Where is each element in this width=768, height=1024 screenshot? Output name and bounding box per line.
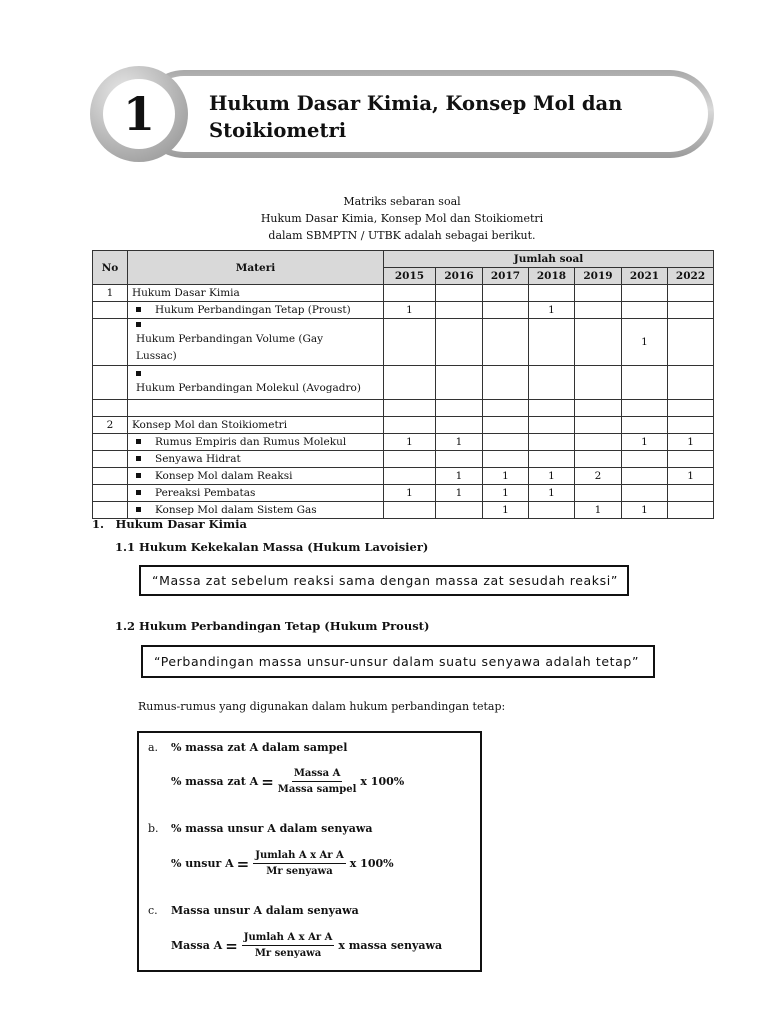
row-value-2016 bbox=[436, 285, 483, 302]
table-row bbox=[93, 468, 714, 485]
table-row bbox=[93, 319, 714, 366]
row-value-2017: 1 bbox=[483, 468, 529, 485]
row-value-2021 bbox=[622, 302, 668, 319]
row-value-2018 bbox=[529, 451, 575, 468]
formula-c-label: Massa unsur A dalam senyawa bbox=[171, 904, 359, 917]
row-number: 1 bbox=[93, 285, 128, 302]
row-value-2019 bbox=[575, 485, 622, 502]
header-year-2022: 2022 bbox=[668, 268, 714, 285]
row-value-2017: 1 bbox=[483, 485, 529, 502]
formula-b-equals: = bbox=[236, 854, 250, 873]
formula-box bbox=[137, 731, 482, 972]
row-value-2019 bbox=[575, 302, 622, 319]
row-value-2017 bbox=[483, 302, 529, 319]
formula-a-numerator: Massa A bbox=[292, 768, 343, 782]
question-matrix-table bbox=[92, 250, 714, 519]
row-value-2017 bbox=[483, 400, 529, 417]
formula-c-denominator: Mr senyawa bbox=[254, 948, 322, 959]
row-value-2015 bbox=[384, 451, 436, 468]
formula-a-letter: a. bbox=[148, 741, 159, 754]
row-value-2022 bbox=[668, 285, 714, 302]
row-materi bbox=[128, 400, 384, 417]
row-value-2016 bbox=[436, 366, 483, 400]
row-value-2021: 1 bbox=[622, 502, 668, 519]
formula-c-fraction bbox=[242, 932, 335, 959]
row-value-2021 bbox=[622, 366, 668, 400]
row-value-2022 bbox=[668, 485, 714, 502]
row-value-2017 bbox=[483, 417, 529, 434]
row-value-2017 bbox=[483, 451, 529, 468]
row-value-2019 bbox=[575, 366, 622, 400]
row-number bbox=[93, 319, 128, 366]
bullet-square-icon bbox=[136, 490, 141, 495]
formula-b-suffix: x 100% bbox=[349, 857, 394, 870]
formula-c-equation bbox=[171, 932, 442, 959]
row-number bbox=[93, 502, 128, 519]
row-value-2015: 1 bbox=[384, 434, 436, 451]
intro-line2: Hukum Dasar Kimia, Konsep Mol dan Stoikiometri bbox=[260, 212, 544, 225]
bullet-square-icon bbox=[136, 473, 141, 478]
row-value-2022 bbox=[668, 400, 714, 417]
row-value-2022 bbox=[668, 319, 714, 366]
row-number bbox=[93, 468, 128, 485]
row-value-2021 bbox=[622, 468, 668, 485]
quote-box-lavoisier bbox=[139, 565, 629, 596]
row-value-2019 bbox=[575, 400, 622, 417]
row-value-2016 bbox=[436, 417, 483, 434]
row-value-2021: 1 bbox=[622, 319, 668, 366]
row-materi: Konsep Mol dan Stoikiometri bbox=[128, 417, 384, 434]
row-number bbox=[93, 451, 128, 468]
row-value-2015 bbox=[384, 400, 436, 417]
bullet-square-icon bbox=[136, 456, 141, 461]
bullet-square-icon bbox=[136, 307, 141, 312]
table-row bbox=[93, 366, 714, 400]
row-materi bbox=[128, 319, 384, 366]
row-number: 2 bbox=[93, 417, 128, 434]
row-value-2016 bbox=[436, 400, 483, 417]
row-value-2017 bbox=[483, 434, 529, 451]
table-row bbox=[93, 485, 714, 502]
subheading-proust: 1.2 Hukum Perbandingan Tetap (Hukum Proust) bbox=[115, 619, 430, 633]
header-year-2015: 2015 bbox=[384, 268, 436, 285]
row-value-2019 bbox=[575, 285, 622, 302]
row-materi bbox=[128, 366, 384, 400]
subheading-lavoisier: 1.1 Hukum Kekekalan Massa (Hukum Lavoisier) bbox=[115, 540, 429, 554]
row-value-2021 bbox=[622, 485, 668, 502]
formula-b-fraction bbox=[253, 850, 346, 877]
row-value-2021: 1 bbox=[622, 434, 668, 451]
table-row bbox=[93, 302, 714, 319]
row-value-2015 bbox=[384, 319, 436, 366]
row-value-2015 bbox=[384, 468, 436, 485]
table-row bbox=[93, 434, 714, 451]
row-value-2017 bbox=[483, 366, 529, 400]
row-value-2018 bbox=[529, 400, 575, 417]
matrix-intro bbox=[92, 193, 712, 244]
formula-b-lhs: % unsur A bbox=[171, 857, 234, 870]
chapter-number: 1 bbox=[103, 79, 175, 149]
row-materi bbox=[128, 485, 384, 502]
formula-b-label: % massa unsur A dalam senyawa bbox=[171, 822, 373, 835]
quote-box-proust bbox=[141, 645, 655, 678]
row-materi-text: Konsep Mol dalam Reaksi bbox=[155, 470, 293, 482]
row-value-2019 bbox=[575, 319, 622, 366]
row-value-2021 bbox=[622, 451, 668, 468]
row-value-2016: 1 bbox=[436, 468, 483, 485]
formula-c-suffix: x massa senyawa bbox=[338, 939, 443, 952]
row-value-2022: 1 bbox=[668, 434, 714, 451]
chapter-number-badge bbox=[90, 66, 188, 162]
quote-proust: “Perbandingan massa unsur-unsur dalam suatu senyawa adalah tetap” bbox=[154, 654, 640, 669]
header-no: No bbox=[93, 251, 128, 285]
row-value-2017: 1 bbox=[483, 502, 529, 519]
row-value-2015: 1 bbox=[384, 302, 436, 319]
row-value-2019 bbox=[575, 451, 622, 468]
row-value-2018: 1 bbox=[529, 468, 575, 485]
formula-b-denominator: Mr senyawa bbox=[266, 866, 333, 877]
formulas-intro: Rumus-rumus yang digunakan dalam hukum perbandingan tetap: bbox=[138, 700, 506, 713]
header-materi: Materi bbox=[128, 251, 384, 285]
row-value-2018: 1 bbox=[529, 485, 575, 502]
row-value-2021 bbox=[622, 285, 668, 302]
formula-a-equation bbox=[171, 768, 404, 795]
row-value-2022: 1 bbox=[668, 468, 714, 485]
header-year-2017: 2017 bbox=[483, 268, 529, 285]
row-materi-text: Pereaksi Pembatas bbox=[155, 487, 256, 499]
row-materi-text: Hukum Perbandingan Volume (Gay Lussac) bbox=[136, 333, 324, 362]
formula-b-equation bbox=[171, 850, 394, 877]
row-value-2016 bbox=[436, 502, 483, 519]
chapter-title-line2: Stoikiometri bbox=[209, 119, 347, 142]
row-value-2015 bbox=[384, 417, 436, 434]
row-value-2018: 1 bbox=[529, 302, 575, 319]
row-materi-text: Konsep Mol dalam Sistem Gas bbox=[155, 504, 317, 516]
intro-line1: Matriks sebaran soal bbox=[343, 195, 461, 208]
row-value-2019: 1 bbox=[575, 502, 622, 519]
header-year-2021: 2021 bbox=[622, 268, 668, 285]
chapter-title-line1: Hukum Dasar Kimia, Konsep Mol dan bbox=[209, 92, 623, 115]
row-value-2018 bbox=[529, 502, 575, 519]
row-value-2016: 1 bbox=[436, 434, 483, 451]
row-value-2017 bbox=[483, 319, 529, 366]
row-value-2018 bbox=[529, 417, 575, 434]
table-row bbox=[93, 285, 714, 302]
section-heading-hukum-dasar-kimia: 1. Hukum Dasar Kimia bbox=[92, 517, 247, 531]
row-value-2016: 1 bbox=[436, 485, 483, 502]
row-materi bbox=[128, 434, 384, 451]
row-value-2017 bbox=[483, 285, 529, 302]
row-number bbox=[93, 434, 128, 451]
row-materi bbox=[128, 302, 384, 319]
formula-c-numerator: Jumlah A x Ar A bbox=[242, 932, 335, 946]
formula-a-fraction bbox=[278, 768, 357, 795]
row-materi-text: Hukum Perbandingan Tetap (Proust) bbox=[155, 304, 351, 316]
formula-b-letter: b. bbox=[148, 822, 159, 835]
bullet-square-icon bbox=[136, 371, 141, 376]
table-row bbox=[93, 502, 714, 519]
row-number bbox=[93, 485, 128, 502]
row-value-2016 bbox=[436, 319, 483, 366]
formula-c-equals: = bbox=[225, 936, 238, 955]
header-jumlah-soal: Jumlah soal bbox=[384, 251, 714, 268]
row-number bbox=[93, 400, 128, 417]
header-year-2016: 2016 bbox=[436, 268, 483, 285]
bullet-square-icon bbox=[136, 507, 141, 512]
row-value-2016 bbox=[436, 302, 483, 319]
row-value-2022 bbox=[668, 302, 714, 319]
row-value-2018 bbox=[529, 319, 575, 366]
row-value-2015: 1 bbox=[384, 485, 436, 502]
intro-line3: dalam SBMPTN / UTBK adalah sebagai berikut. bbox=[268, 229, 536, 242]
row-value-2022 bbox=[668, 417, 714, 434]
formula-a-equals: = bbox=[261, 772, 274, 791]
row-value-2019 bbox=[575, 417, 622, 434]
row-materi: Hukum Dasar Kimia bbox=[128, 285, 384, 302]
row-value-2018 bbox=[529, 366, 575, 400]
formula-a-label: % massa zat A dalam sampel bbox=[171, 741, 348, 754]
formula-a-suffix: x 100% bbox=[360, 775, 405, 788]
chapter-title bbox=[209, 90, 669, 144]
row-value-2015 bbox=[384, 502, 436, 519]
bullet-square-icon bbox=[136, 322, 141, 327]
formula-c-letter: c. bbox=[148, 904, 158, 917]
bullet-square-icon bbox=[136, 439, 141, 444]
row-materi-text: Senyawa Hidrat bbox=[155, 453, 241, 465]
row-materi-text: Rumus Empiris dan Rumus Molekul bbox=[155, 436, 347, 448]
row-materi-text: Hukum Perbandingan Molekul (Avogadro) bbox=[136, 382, 361, 394]
row-materi bbox=[128, 502, 384, 519]
row-value-2021 bbox=[622, 417, 668, 434]
row-materi bbox=[128, 451, 384, 468]
formula-b-numerator: Jumlah A x Ar A bbox=[253, 850, 346, 864]
row-value-2019 bbox=[575, 434, 622, 451]
table-row bbox=[93, 451, 714, 468]
row-value-2022 bbox=[668, 366, 714, 400]
table-row bbox=[93, 400, 714, 417]
row-value-2021 bbox=[622, 400, 668, 417]
header-year-2018: 2018 bbox=[529, 268, 575, 285]
row-number bbox=[93, 302, 128, 319]
row-value-2018 bbox=[529, 434, 575, 451]
row-value-2022 bbox=[668, 502, 714, 519]
quote-lavoisier: “Massa zat sebelum reaksi sama dengan massa zat sesudah reaksi” bbox=[152, 573, 618, 588]
row-value-2019: 2 bbox=[575, 468, 622, 485]
row-value-2016 bbox=[436, 451, 483, 468]
row-materi bbox=[128, 468, 384, 485]
row-value-2015 bbox=[384, 366, 436, 400]
formula-c-lhs: Massa A bbox=[171, 939, 223, 952]
row-value-2018 bbox=[529, 285, 575, 302]
formula-a-lhs: % massa zat A bbox=[171, 775, 259, 788]
formula-a-denominator: Massa sampel bbox=[277, 784, 357, 795]
table-row bbox=[93, 417, 714, 434]
row-value-2022 bbox=[668, 451, 714, 468]
matrix-body bbox=[93, 285, 714, 519]
row-value-2015 bbox=[384, 285, 436, 302]
row-number bbox=[93, 366, 128, 400]
header-year-2019: 2019 bbox=[575, 268, 622, 285]
